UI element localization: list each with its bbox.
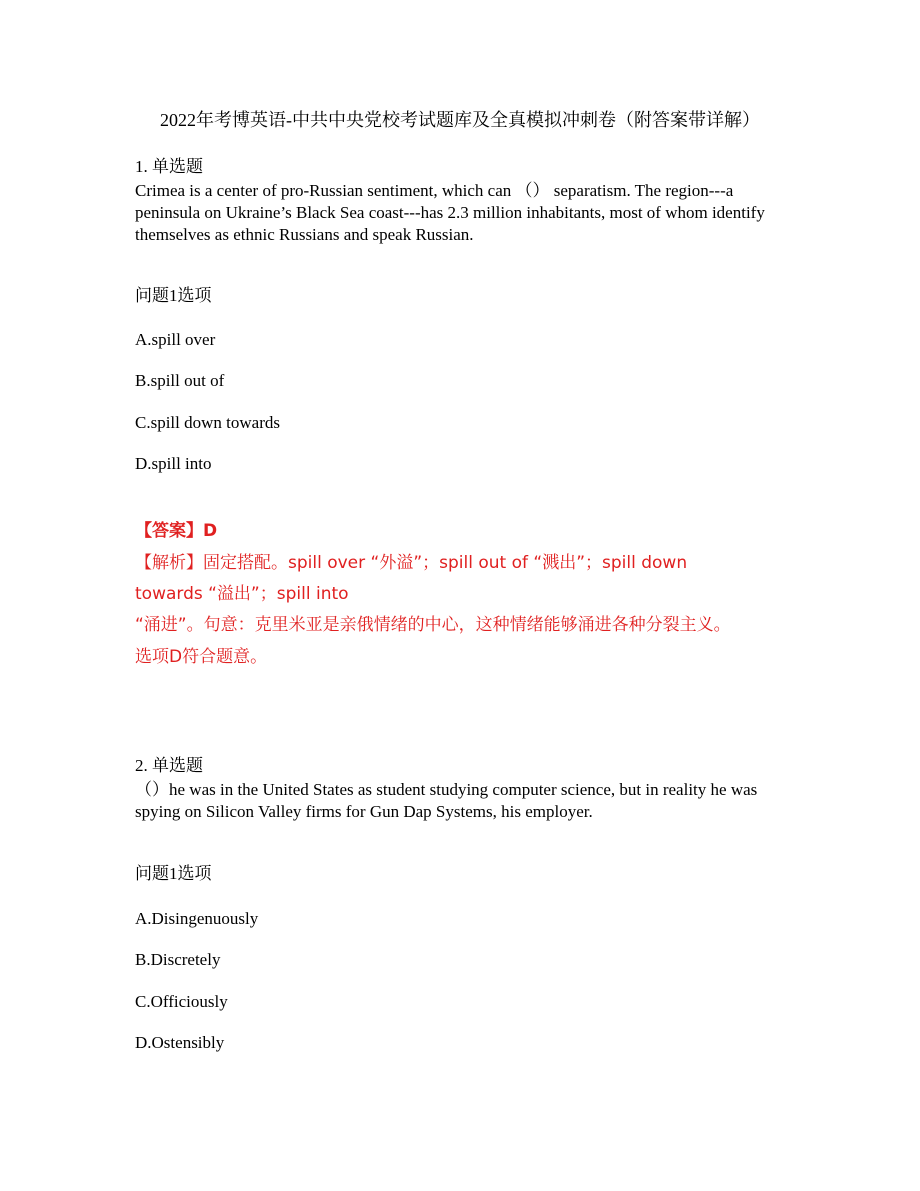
explanation-line: 【解析】固定搭配。spill over “外溢”；spill out of “溅出”；spill down [135,553,688,573]
option-a: A.spill over [135,330,216,349]
question-stem: （）he was in the United States as student studying computer science, but in reality he was spying on Silicon Valley firms for Gun Dap Systems, his employer. [135,780,758,821]
option-c: C.spill down towards [135,413,280,432]
explanation-line: towards “溢出”；spill into [135,584,349,604]
explanation-line: 选项D符合题意。 [135,647,268,667]
explanation-line: “涌进”。句意：克里米亚是亲俄情绪的中心，这种情绪能够涌进各种分裂主义。 [135,615,731,635]
options-label: 问题1选项 [135,864,212,883]
page-title: 2022年考博英语-中共中央党校考试题库及全真模拟冲刺卷（附答案带详解） [160,110,760,130]
option-b: B.Discretely [135,950,221,969]
question-heading: 2. 单选题 [135,756,203,775]
option-b: B.spill out of [135,371,225,390]
question-stem: Crimea is a center of pro-Russian sentiment, which can （） separatism. The region---a peninsula on Ukraine’s Black Sea coast---has 2.3 million inhabitants, most of whom identify themselves as ethnic Russians and speak Russian. [135,181,765,244]
options-label: 问题1选项 [135,286,212,305]
answer-line: 【答案】D [135,521,218,541]
option-c: C.Officiously [135,992,228,1011]
option-d: D.spill into [135,454,212,473]
option-a: A.Disingenuously [135,909,259,928]
option-d: D.Ostensibly [135,1033,225,1052]
question-heading: 1. 单选题 [135,157,203,176]
